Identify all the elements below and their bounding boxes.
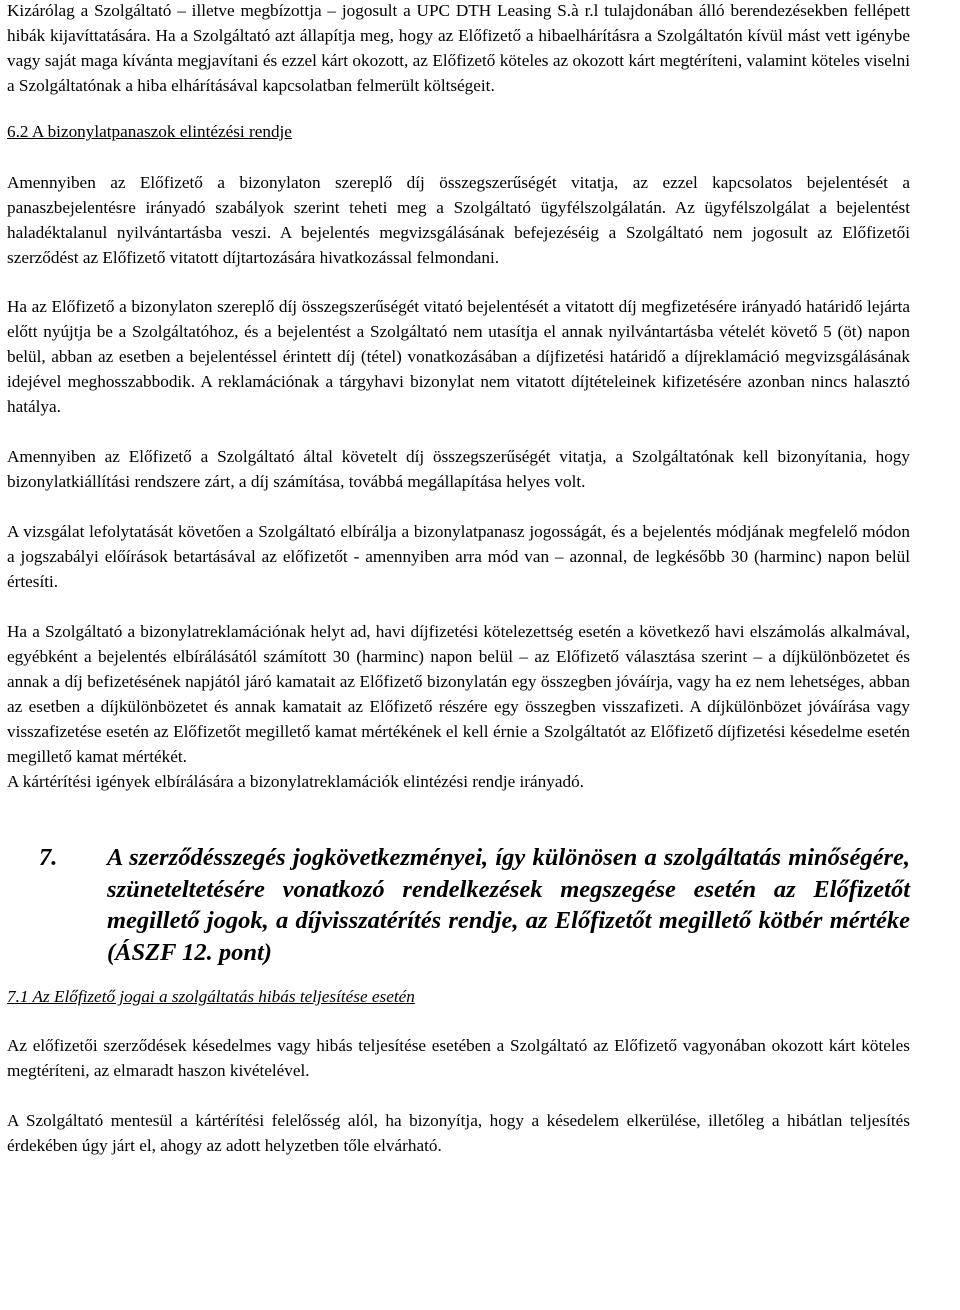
section-6-2-paragraph-2: Ha az Előfizető a bizonylaton szereplő díj összegszerűségét vitató bejelentését a vitatott díj megfizetésére irányadó határidő lejárta előtt nyújtja be a Szolgáltatóhoz, és a bejelentést a Szolgáltató nem utasítja el annak nyilvántartásba vételét követő 5 (öt) napon belül, abban az esetben a bejelentéssel érintett díj (tétel) vonatkozásában a díjfizetési határidő a díjreklamáció megvizsgálásának idejével meghosszabbodik. A reklamációnak a tárgyhavi bizonylat nem vitatott díjtételeinek kifizetésére azonban nincs halasztó hatálya. [7,297,910,416]
document-page [7,0,910,1158]
section-6-2-paragraph-5: Ha a Szolgáltató a bizonylatreklamációnak helyt ad, havi díjfizetési kötelezettség esetén a következő havi elszámolás alkalmával, egyébként a bejelentés elbírálásától számított 30 (harminc) napon belül – az Előfizető választása szerint – a díjkülönbözetet és annak a díj befizetésének napjától járó kamatait az Előfizető bizonylatán egy összegben jóváírja, vagy ha ez nem lehetséges, abban az esetben a díjkülönbözetet és annak kamatait az Előfizető részére egy összegben visszafizeti. A díjkülönbözet jóváírása vagy visszafizetése esetén az Előfizetőt megillető kamat mértékének el kell érnie a Szolgáltatót az Előfizető díjfizetési késedelme esetén megillető kamat mértékét. [7,622,910,766]
section-7-1-heading: 7.1 Az Előfizető jogai a szolgáltatás hibás teljesítése esetén [7,987,415,1006]
section-6-2-paragraph-4: A vizsgálat lefolytatását követően a Szolgáltató elbírálja a bizonylatpanasz jogosságát, és a bejelentés módjának megfelelő módon a jogszabályi előírások betartásával az előfizetőt - amennyiben arra mód van – azonnal, de legkésőbb 30 (harminc) napon belül értesíti. [7,522,910,591]
section-6-2-paragraph-6: A kártérítési igények elbírálására a bizonylatreklamációk elintézési rendje irányadó. [7,772,584,791]
section-7-1-paragraph-1: Az előfizetői szerződések késedelmes vagy hibás teljesítése esetében a Szolgáltató az Előfizető vagyonában okozott kárt köteles megtéríteni, az elmaradt haszon kivételével. [7,1036,910,1080]
intro-paragraph: Kizárólag a Szolgáltató – illetve megbízottja – jogosult a UPC DTH Leasing S.à r.l tulajdonában álló berendezésekben fellépett hibák kijavíttatására. Ha a Szolgáltató azt állapítja meg, hogy az Előfizető a hibaelhárításra a Szolgáltatón kívül mást vett igénybe vagy saját maga kívánta megjavítani és ezzel kárt okozott, az Előfizető köteles az okozott kárt megtéríteni, valamint köteles viselni a Szolgáltatónak a hiba elhárításával kapcsolatban felmerült költségeit. [7,1,910,95]
section-7-1-paragraph-2: A Szolgáltató mentesül a kártérítési felelősség alól, ha bizonyítja, hogy a késedelem elkerülése, illetőleg a hibátlan teljesítés érdekében úgy járt el, ahogy az adott helyzetben tőle elvárható. [7,1111,910,1155]
chapter-7-title: A szerződésszegés jogkövetkezményei, így különösen a szolgáltatás minőségére, szüneteltetésére vonatkozó rendelkezések megszegése esetén az Előfizetőt megillető jogok, a díjvisszatérítés rendje, az Előfizetőt megillető kötbér mértéke (ÁSZF 12. pont) [107,844,910,966]
section-6-2-heading: 6.2 A bizonylatpanaszok elintézési rendje [7,122,292,141]
section-6-2-paragraph-1: Amennyiben az Előfizető a bizonylaton szereplő díj összegszerűségét vitatja, az ezzel kapcsolatos bejelentését a panaszbejelentésre irányadó szabályok szerint teheti meg a Szolgáltató ügyfélszolgálatán. Az ügyfélszolgálat a bejelentést haladéktalanul nyilvántartásba veszi. A bejelentés megvizsgálásának befejezéséig a Szolgáltató nem jogosult az Előfizetői szerződést az Előfizető vitatott díjtartozására hivatkozással felmondani. [7,173,910,267]
section-6-2-paragraph-3: Amennyiben az Előfizető a Szolgáltató által követelt díj összegszerűségét vitatja, a Szolgáltatónak kell bizonyítania, hogy bizonylatkiállítási rendszere zárt, a díj számítása, továbbá megállapítása helyes volt. [7,447,910,491]
chapter-7-heading [7,842,910,968]
chapter-7-number: 7. [39,844,58,871]
